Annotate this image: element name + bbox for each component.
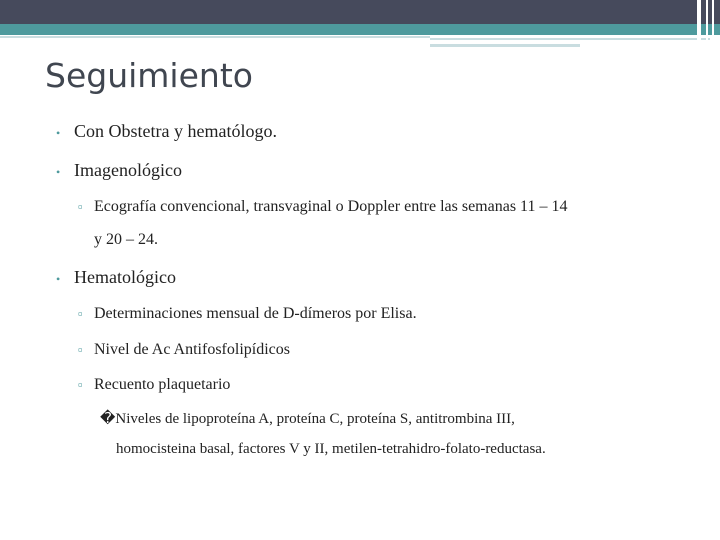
bullet-text: Con Obstetra y hematólogo. (74, 121, 277, 141)
sub-sub-bullet-text: Niveles de lipoproteína A, proteína C, proteína S, antitrombina III, (115, 411, 515, 427)
sub-bullet-text: Nivel de Ac Antifosfolipídicos (94, 341, 290, 358)
bullet-item (56, 160, 182, 181)
sub-bullet-item (78, 341, 290, 359)
bullet-dot-icon: • (56, 126, 61, 140)
placeholder-glyph-icon: � (100, 411, 116, 427)
bullet-text: Hematológico (74, 267, 176, 287)
bullet-item (56, 121, 277, 142)
bullet-dot-icon: • (56, 272, 61, 286)
header-teal-bar (0, 24, 720, 35)
sub-bullet-continuation: y 20 – 24. (94, 231, 158, 248)
header-stripe (697, 0, 701, 48)
header-stripe (712, 0, 714, 48)
sub-sub-bullet-continuation: homocisteina basal, factores V y II, metilen-tetrahidro-folato-reductasa. (116, 441, 546, 457)
slide-title: Seguimiento (45, 56, 253, 95)
header-dark-bar (0, 0, 720, 24)
sub-bullet-item (78, 305, 417, 323)
sub-bullet-text: Recuento plaquetario (94, 376, 231, 393)
sub-bullet-text: Ecografía convencional, transvaginal o Doppler entre las semanas 11 – 14 (94, 198, 568, 215)
header-stripe (706, 0, 708, 48)
bullet-item (56, 267, 176, 288)
square-bullet-icon: ▫ (78, 199, 83, 214)
sub-bullet-text: Determinaciones mensual de D-dímeros por Elisa. (94, 305, 417, 322)
bullet-dot-icon: • (56, 165, 61, 179)
sub-sub-bullet-item (100, 409, 515, 428)
header-rule-left (0, 36, 430, 38)
sub-bullet-item (78, 376, 230, 394)
sub-bullet-item (78, 198, 567, 216)
square-bullet-icon: ▫ (78, 377, 83, 392)
square-bullet-icon: ▫ (78, 306, 83, 321)
square-bullet-icon: ▫ (78, 342, 83, 357)
bullet-text: Imagenológico (74, 160, 182, 180)
header-rule-right (430, 38, 710, 40)
header-rule-accent (430, 44, 580, 47)
